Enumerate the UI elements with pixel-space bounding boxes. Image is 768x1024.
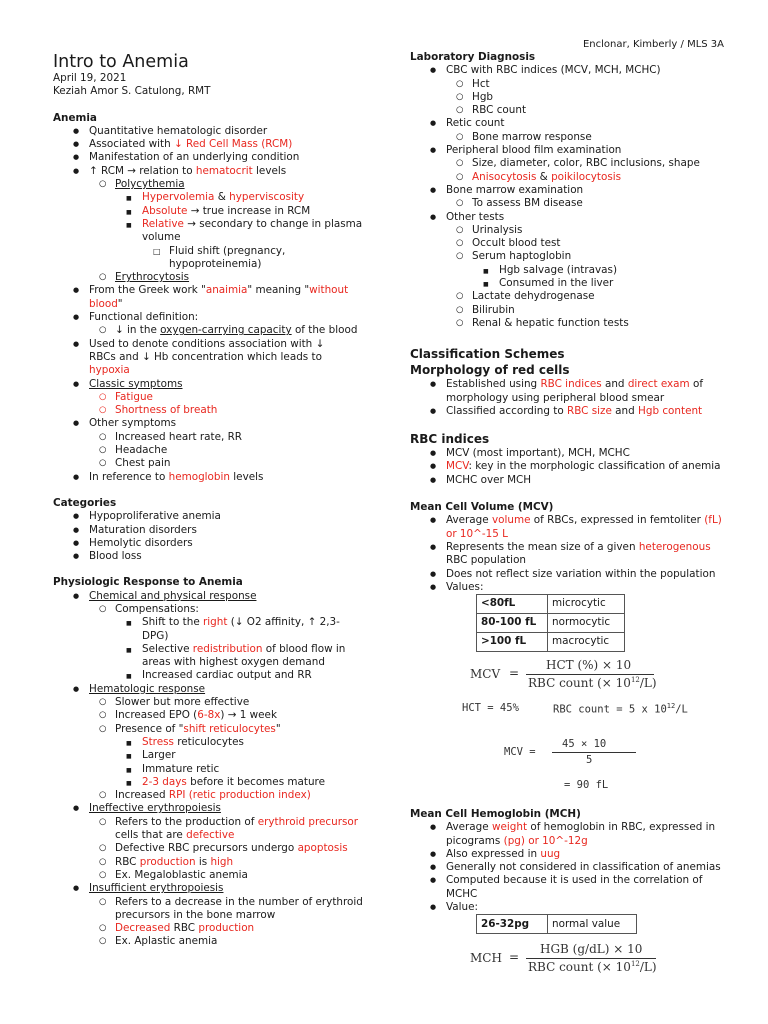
list-item: ● Ineffective erythropoiesis [53,802,371,815]
list-item: ● Value: [410,901,730,914]
list-item: ○ Hgb [410,91,730,104]
right-column [410,51,730,652]
lab-list [410,64,730,330]
list-item: ○ To assess BM disease [410,197,730,210]
list-item: ● Established using RBC indices and direct exam of morphology using peripheral blood smear [410,378,730,405]
list-item: ● Does not reflect size variation within the population [410,568,730,581]
list-item: ○ Increased RPI (retic production index) [53,789,371,802]
list-item: ○ Ex. Aplastic anemia [53,935,371,948]
classification-heading: Classification Schemes [410,347,565,362]
section-lab-heading: Laboratory Diagnosis [410,51,536,63]
list-item: ○ Increased heart rate, RR [53,431,371,444]
doc-lecturer: Keziah Amor S. Catulong, RMT [53,85,211,98]
list-item: ● Other tests [410,211,730,224]
list-item: ● Manifestation of an underlying condition [53,151,371,164]
list-item: ● From the Greek work "anaimia" meaning "without blood" [53,284,371,311]
indices-list [410,447,730,487]
list-item: ● Retic count [410,117,730,130]
list-item: ○ Serum haptoglobin [410,250,730,263]
list-item: ○ Decreased RBC production [53,922,371,935]
list-item: ● MCHC over MCH [410,474,730,487]
mcv-example-hct: HCT = 45% [462,702,519,714]
list-item: ○ Chest pain [53,457,371,470]
list-item: ○ ↓ in the oxygen-carrying capacity of the blood [53,324,371,337]
list-item: ○ Bone marrow response [410,131,730,144]
list-item: ● Values: [410,581,730,594]
mcv-formula: MCV = HCT (%) × 10 RBC count (× $10^{12}/L$) [470,658,657,690]
categories-list [53,510,371,563]
list-item: ○ Bilirubin [410,304,730,317]
list-item: ○ Refers to a decrease in the number of erythroid precursors in the bone marrow [53,896,371,923]
list-item: ● Generally not considered in classification of anemias [410,861,730,874]
list-item: ● Classic symptoms [53,378,371,391]
mch-section [410,808,730,934]
list-item: ○ Compensations: [53,603,371,616]
list-item: ● MCV (most important), MCH, MCHC [410,447,730,460]
list-item: ● Quantitative hematologic disorder [53,125,371,138]
table-row: <80fL microcytic [477,595,625,614]
list-item: ● Functional definition: [53,311,371,324]
list-item: ○ Lactate dehydrogenase [410,290,730,303]
table-row: 26-32pg normal value [477,915,637,934]
list-item: ● Hypoproliferative anemia [53,510,371,523]
section-anemia-heading: Anemia [53,111,97,124]
list-item: ■ Consumed in the liver [410,277,730,290]
mch-formula: MCH = HGB (g/dL) × 10 RBC count (× $10^{12}/L$) [470,942,657,974]
mcv-example-rbc: RBC count = 5 x $10^{12}/L$ [553,702,688,716]
list-item: ● Also expressed in uug [410,848,730,861]
section-physio-heading: Physiologic Response to Anemia [53,576,243,589]
physio-list [53,590,371,949]
list-item: ○ Urinalysis [410,224,730,237]
list-item: ● Insufficient erythropoiesis [53,882,371,895]
list-item: ● Chemical and physical response [53,590,371,603]
list-item: ● Associated with ↓ Red Cell Mass (RCM) [53,138,371,151]
author-header: Enclonar, Kimberly / MLS 3A [582,39,724,50]
mcv-example-calc: MCV = 45 × 10 5 = 90 fL [504,738,644,798]
list-item: ● Peripheral blood film examination [410,144,730,157]
list-item: ● Hematologic response [53,683,371,696]
list-item: ■ Selective redistribution of blood flow in areas with highest oxygen demand [53,643,371,670]
table-row: >100 fL macrocytic [477,633,625,652]
list-item: ■ Hgb salvage (intravas) [410,264,730,277]
list-item: ■ Absolute → true increase in RCM [53,205,371,218]
list-item: ● Computed because it is used in the correlation of MCHC [410,874,730,901]
list-item: ● CBC with RBC indices (MCV, MCH, MCHC) [410,64,730,77]
list-item: ○ RBC production is high [53,856,371,869]
list-item: ■ Shift to the right (↓ O2 affinity, ↑ 2,3-DPG) [53,616,371,643]
list-item: ○ RBC count [410,104,730,117]
list-item: ● In reference to hemoglobin levels [53,471,371,484]
list-item: ● Other symptoms [53,417,371,430]
list-item: ○ Increased EPO (6-8x) → 1 week [53,709,371,722]
list-item: ○ Polycythemia [53,178,371,191]
list-item: ● Maturation disorders [53,524,371,537]
list-item: ○ Defective RBC precursors undergo apoptosis [53,842,371,855]
list-item: ○ Ex. Megaloblastic anemia [53,869,371,882]
mcv-heading: Mean Cell Volume (MCV) [410,501,554,514]
doc-date: April 19, 2021 [53,72,127,84]
mch-list [410,821,730,914]
list-item: ■ Hypervolemia & hyperviscosity [53,191,371,204]
list-item: ■ 2-3 days before it becomes mature [53,776,371,789]
list-item: ● Used to denote conditions association with ↓ RBCs and ↓ Hb concentration which leads to hypoxia [53,338,371,378]
table-row: 80-100 fL normocytic [477,614,625,633]
list-item: ● Hemolytic disorders [53,537,371,550]
mcv-list [410,514,730,594]
section-categories-heading: Categories [53,496,117,509]
list-item: ■ Immature retic [53,763,371,776]
list-item: ■ Increased cardiac output and RR [53,669,371,682]
list-item: ● Represents the mean size of a given heterogenous RBC population [410,541,730,568]
list-item: ■ Larger [53,749,371,762]
list-item: ○ Headache [53,444,371,457]
list-item: ● Blood loss [53,550,371,563]
list-item: ○ Anisocytosis & poikilocytosis [410,171,730,184]
list-item: ● Average volume of RBCs, expressed in femtoliter (fL) or 10^-15 L [410,514,730,541]
list-item: ○ Fatigue [53,391,371,404]
list-item: ○ Slower but more effective [53,696,371,709]
list-item: ○ Erythrocytosis [53,271,371,284]
list-item: ■ Stress reticulocytes [53,736,371,749]
list-item: ● MCV: key in the morphologic classification of anemia [410,460,730,473]
list-item: ● Average weight of hemoglobin in RBC, expressed in picograms (pg) or 10^-12g [410,821,730,848]
anemia-list [53,125,371,484]
list-item: ● ↑ RCM → relation to hematocrit levels [53,165,371,178]
mcv-values-table [476,594,625,652]
list-item: ○ Size, diameter, color, RBC inclusions, shape [410,157,730,170]
list-item: □ Fluid shift (pregnancy, hypoproteinemia) [53,245,371,272]
list-item: ● Classified according to RBC size and Hgb content [410,405,730,418]
list-item: ○ Hct [410,78,730,91]
morphology-heading: Morphology of red cells [410,363,570,378]
list-item: ● Bone marrow examination [410,184,730,197]
list-item: ○ Renal & hepatic function tests [410,317,730,330]
rbc-indices-heading: RBC indices [410,432,490,447]
page-title: Intro to Anemia [53,52,189,72]
mch-heading: Mean Cell Hemoglobin (MCH) [410,808,581,820]
list-item: ○ Shortness of breath [53,404,371,417]
left-column [53,52,371,949]
list-item: ■ Relative → secondary to change in plasma volume [53,218,371,245]
list-item: ○ Occult blood test [410,237,730,250]
list-item: ○ Refers to the production of erythroid precursor cells that are defective [53,816,371,843]
list-item: ○ Presence of "shift reticulocytes" [53,723,371,736]
classification-list [410,378,730,418]
mch-values-table [476,914,637,934]
